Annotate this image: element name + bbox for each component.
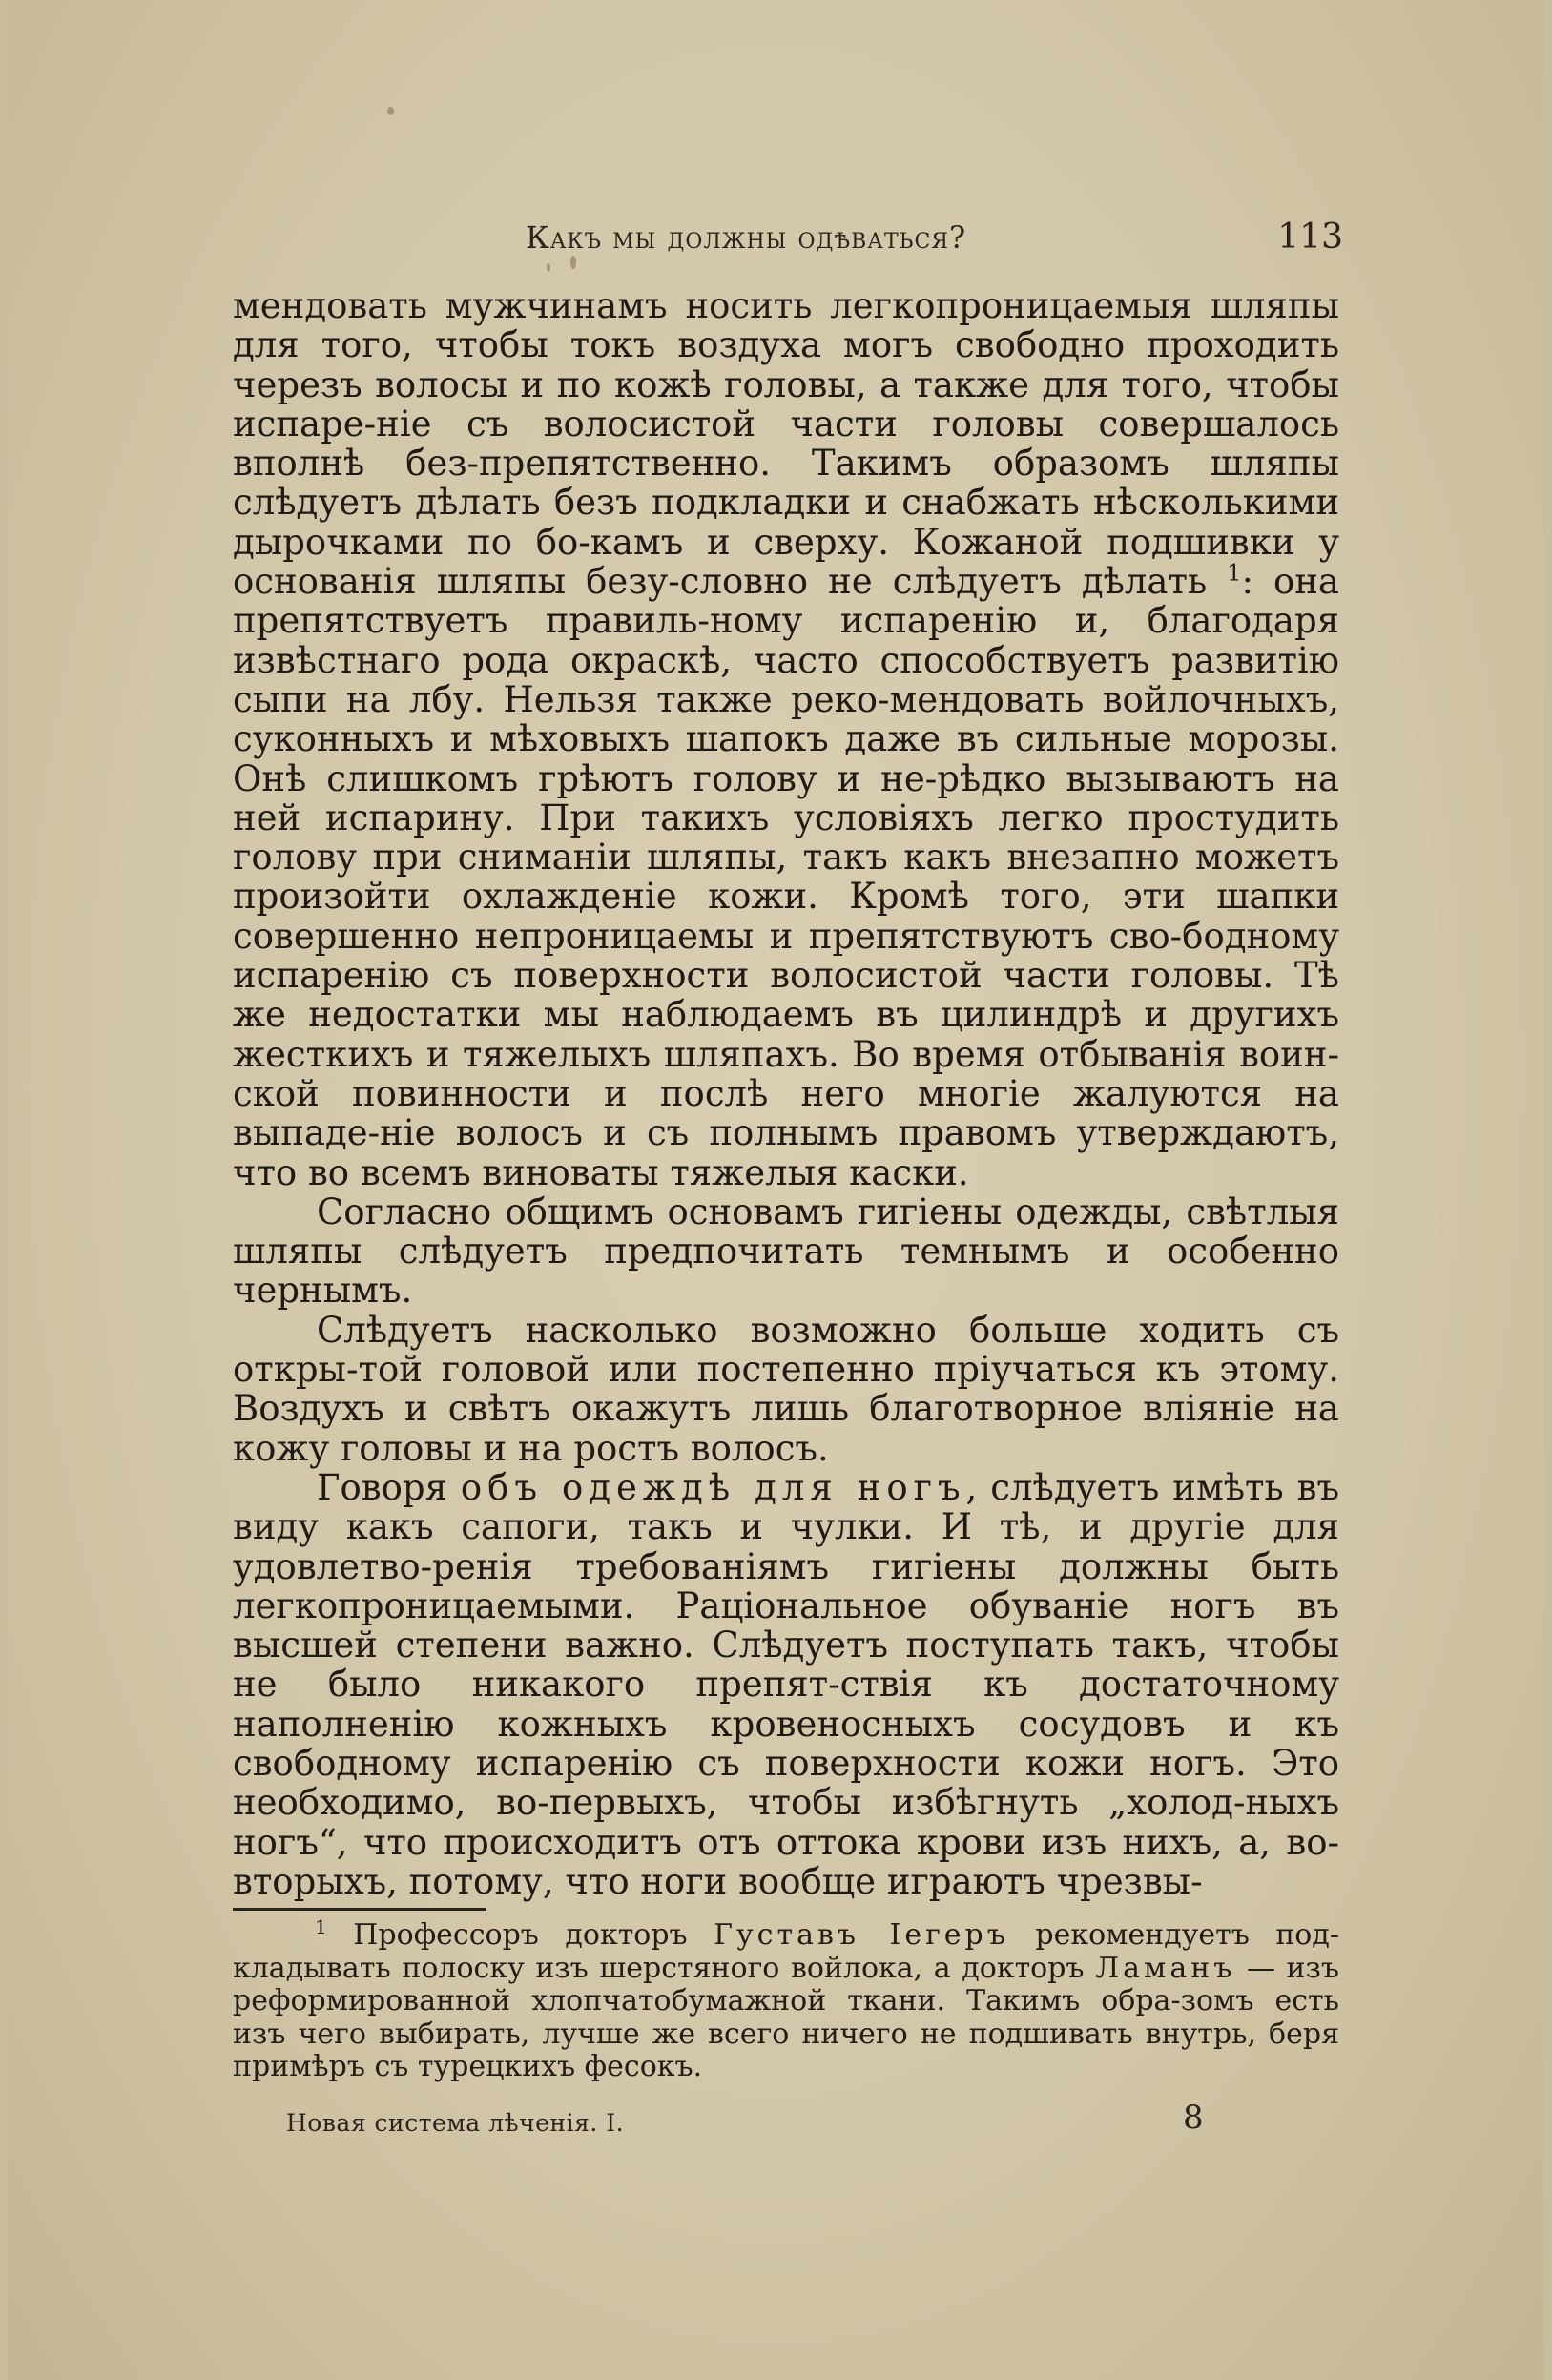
body-text xyxy=(233,286,1339,1901)
paragraph: Согласно общимъ основамъ гигіены одежды, свѣтлыя шляпы слѣдуетъ предпочитать темнымъ и особенно чернымъ. xyxy=(233,1190,1339,1312)
paragraph-lead: Говоря xyxy=(317,1466,461,1508)
paragraph-text: : она препятствуетъ правиль-ному испаренію и, благодаря извѣстнаго рода окраскѣ, часто способствуетъ развитію сыпи на лбу. Нельзя также реко-мендовать войлочныхъ, суконныхъ и мѣховыхъ шапокъ даже въ сильные морозы. Онѣ слишкомъ грѣютъ голову и не-рѣдко вызываютъ на ней испарину. При такихъ условіяхъ легко простудить голову при сниманіи шляпы, такъ какъ внезапно можетъ произойти охлажденіе кожи. Кромѣ того, эти шапки совершенно непроницаемы и препятствуютъ сво-бодному испаренію съ поверхности волосистой части головы. Тѣ же недостатки мы наблюдаемъ въ цилиндрѣ и другихъ жесткихъ и тяжелыхъ шляпахъ. Во время отбыванія воин-ской повинности и послѣ него многіе жалуются на выпаде-ніе волосъ и съ полнымъ правомъ утверждаютъ, что во всемъ виноваты тяжелыя каски. xyxy=(233,561,1339,1193)
paragraph-text: , слѣдуетъ имѣть въ виду какъ сапоги, такъ и чулки. И тѣ, и другіе для удовлетво-ренія требованіямъ гигіены должны быть легкопроницаемыми. Раціональное обуваніе ногъ въ высшей степени важно. Слѣдуетъ поступать такъ, чтобы не было никакого препят-ствія къ достаточному наполненію кожныхъ кровеносныхъ сосудовъ и къ свободному испаренію съ поверхности кожи ногъ. Это необходимо, во-первыхъ, чтобы избѣгнуть „холод-ныхъ ногъ“, что происходитъ отъ оттока крови изъ нихъ, а, во-вторыхъ, потому, что ноги вообще играютъ чрезвы- xyxy=(233,1466,1340,1902)
ink-speck xyxy=(547,263,550,272)
ink-speck xyxy=(387,107,394,115)
footnote-rule xyxy=(233,1908,486,1911)
paragraph xyxy=(233,286,1339,1192)
footnote-part: Профессоръ докторъ xyxy=(326,1918,714,1952)
spaced-emphasis: объ одеждѣ для ногъ xyxy=(460,1466,966,1508)
signature-title: Новая система лѣченія. I. xyxy=(286,2109,625,2137)
footnote-text xyxy=(233,1915,1339,2084)
signature-mark: 8 xyxy=(1183,2099,1204,2137)
footnote-part: — изъ реформированной хлопчатобумажной ткани. Такимъ обра-зомъ есть изъ чего выбирать, лучше же всего ничего не подшивать внутрь, беря примѣръ съ турецкихъ фесокъ. xyxy=(233,1951,1339,2083)
paragraph-text: мендовать мужчинамъ носить легкопроницаемыя шляпы для того, чтобы токъ воздуха могъ свободно проходить черезъ волосы и по кожѣ головы, а также для того, чтобы испаре-ніе съ волосистой части головы совершалось вполнѣ без-препятственно. Такимъ образомъ шляпы слѣдуетъ дѣлать безъ подкладки и снабжать нѣсколькими дырочками по бо-камъ и сверху. Кожаной подшивки у основанія шляпы безу-словно не слѣдуетъ дѣлать xyxy=(233,285,1339,603)
running-title: Какъ мы должны одѣваться? xyxy=(526,219,967,256)
footnote-name: Ламанъ xyxy=(1095,1951,1236,1985)
footnote-name: Густавъ Іегеръ xyxy=(714,1918,1009,1952)
footnote-marker: 1 xyxy=(315,1915,327,1938)
paragraph: Слѣдуетъ насколько возможно больше ходить съ откры-той головой или постепенно пріучаться къ этому. Воздухъ и свѣтъ окажутъ лишь благотворное вліяніе на кожу головы и на ростъ волосъ. xyxy=(233,1309,1339,1469)
page-number: 113 xyxy=(1277,217,1343,257)
footnote-part: рекомендуетъ под-кладывать полоску изъ шерстяного войлока, а докторъ xyxy=(233,1918,1339,1985)
book-page xyxy=(8,0,1543,2380)
footnote-reference: 1 xyxy=(1227,559,1242,587)
paragraph xyxy=(233,1468,1339,1901)
footnote xyxy=(233,1915,1339,2084)
running-head xyxy=(235,216,1343,263)
